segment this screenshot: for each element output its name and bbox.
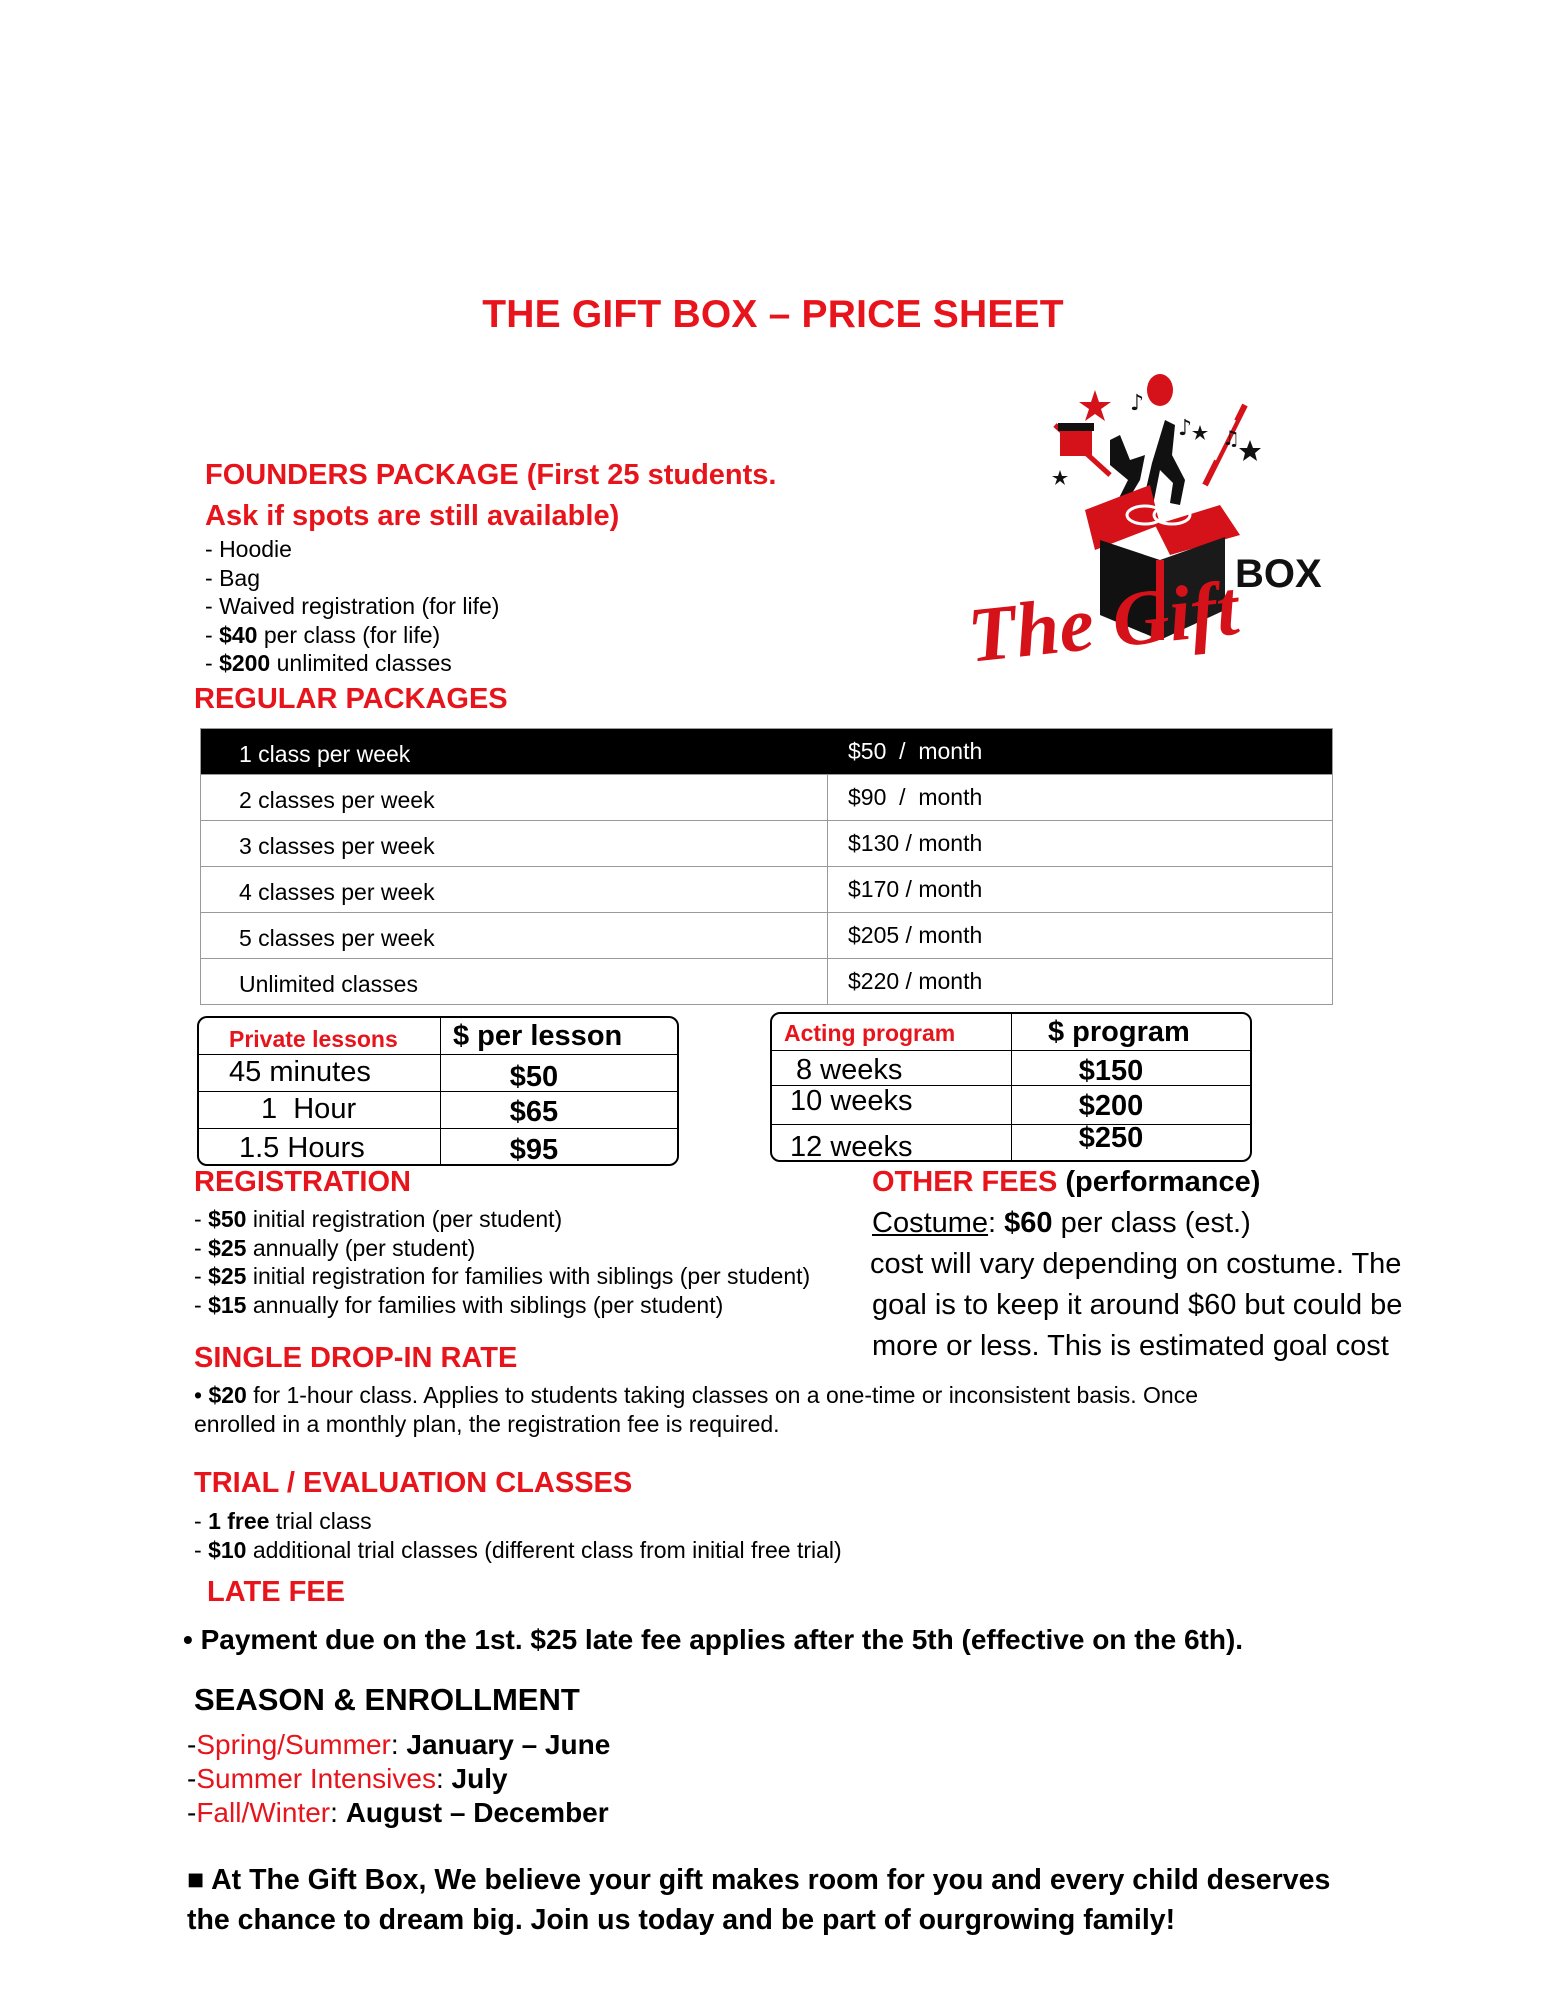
table-row xyxy=(772,1050,1250,1085)
gift-box-logo xyxy=(960,365,1350,695)
table-row xyxy=(201,958,1332,1004)
program-price: $150 xyxy=(1078,1055,1144,1087)
package-price: $220 / month xyxy=(848,968,983,994)
season-list xyxy=(187,1728,610,1830)
registration-heading: REGISTRATION xyxy=(194,1166,411,1198)
table-row xyxy=(201,729,1332,774)
costume-note: more or less. This is estimated goal cost xyxy=(872,1330,1389,1362)
table-row xyxy=(201,912,1332,958)
founders-heading-line2: Ask if spots are still available) xyxy=(205,500,620,532)
private-lessons-table xyxy=(197,1016,679,1166)
late-fee-text: • Payment due on the 1st. $25 late fee applies after the 5th (effective on the 6th). xyxy=(183,1624,1244,1655)
table-header xyxy=(199,1018,677,1054)
list-item: - $200 unlimited classes xyxy=(205,650,452,676)
regular-packages-heading: REGULAR PACKAGES xyxy=(194,683,508,715)
package-label: 1 class per week xyxy=(201,729,828,774)
package-price: $205 / month xyxy=(848,922,983,948)
square-icon: ■ xyxy=(187,1864,205,1896)
program-duration: 8 weeks xyxy=(772,1051,1012,1085)
other-fees-heading: OTHER FEES (performance) xyxy=(872,1166,1261,1198)
list-item: - $15 annually for families with siblings (per student) xyxy=(194,1291,724,1318)
list-item: - Hoodie xyxy=(205,536,292,562)
lesson-price: $65 xyxy=(509,1096,559,1128)
list-item: - Bag xyxy=(205,564,260,591)
trial-heading: TRIAL / EVALUATION CLASSES xyxy=(194,1467,633,1499)
package-label: 2 classes per week xyxy=(201,775,828,820)
season-heading: SEASON & ENROLLMENT xyxy=(194,1682,580,1717)
late-fee-heading: LATE FEE xyxy=(207,1576,346,1608)
closing-statement: ■ At The Gift Box, We believe your gift makes room for you and every child deserves the chance to dream big. Join us today and be part of ourgrowing family! xyxy=(187,1864,1331,1936)
lesson-duration: 1 Hour xyxy=(199,1092,441,1128)
package-label: Unlimited classes xyxy=(201,959,828,1004)
package-price: $50 / month xyxy=(848,738,983,764)
per-lesson-header: $ per lesson xyxy=(453,1020,623,1052)
table-header xyxy=(772,1014,1250,1050)
lesson-duration: 1.5 Hours xyxy=(199,1129,441,1166)
costume-note: cost will vary depending on costume. The xyxy=(870,1248,1402,1280)
page-title: THE GIFT BOX – PRICE SHEET xyxy=(482,293,1064,336)
acting-program-header: Acting program xyxy=(772,1014,1012,1050)
package-label: 5 classes per week xyxy=(201,913,828,958)
table-row xyxy=(199,1054,677,1091)
acting-program-table xyxy=(770,1012,1252,1162)
list-item: - $40 per class (for life) xyxy=(205,621,441,648)
registration-list xyxy=(194,1205,810,1319)
list-item: - $25 initial registration for families with siblings (per student) xyxy=(194,1263,811,1289)
private-lessons-header: Private lessons xyxy=(199,1018,441,1054)
dropin-heading: SINGLE DROP-IN RATE xyxy=(194,1342,518,1374)
program-price-header: $ program xyxy=(1048,1016,1190,1048)
list-item: - $25 annually (per student) xyxy=(194,1234,476,1261)
founders-heading-line1: FOUNDERS PACKAGE (First 25 students. xyxy=(205,459,777,491)
logo-box-word: BOX xyxy=(1235,552,1322,596)
costume-note: goal is to keep it around $60 but could be xyxy=(872,1289,1403,1321)
svg-text:♫: ♫ xyxy=(1222,426,1240,450)
lesson-price: $50 xyxy=(509,1061,559,1093)
svg-text:♪: ♪ xyxy=(1130,391,1145,416)
regular-packages-table xyxy=(200,728,1333,1005)
table-row xyxy=(199,1128,677,1166)
program-duration: 10 weeks xyxy=(772,1086,1012,1124)
list-item: - $50 initial registration (per student) xyxy=(194,1206,563,1232)
list-item: - 1 free trial class xyxy=(194,1508,372,1534)
table-row xyxy=(201,820,1332,866)
list-item: -Fall/Winter: August – December xyxy=(187,1797,609,1828)
founders-heading xyxy=(205,455,776,537)
costume-line: Costume: $60 per class (est.) xyxy=(872,1207,1251,1239)
program-duration: 12 weeks xyxy=(772,1125,1012,1162)
other-fees-section xyxy=(872,1162,1402,1367)
list-item: - $10 additional trial classes (different class from initial free trial) xyxy=(194,1536,842,1563)
lesson-duration: 45 minutes xyxy=(199,1055,441,1091)
founders-list xyxy=(205,535,499,678)
lesson-price: $95 xyxy=(509,1134,559,1166)
package-price: $170 / month xyxy=(848,876,983,902)
logo-graphic xyxy=(960,365,1350,695)
list-item: - Waived registration (for life) xyxy=(205,593,500,619)
table-row xyxy=(201,774,1332,820)
program-price: $200 xyxy=(1078,1090,1144,1122)
dropin-text: • $20 for 1-hour class. Applies to students taking classes on a one-time or inconsistent basis. Once enrolled in a monthly plan, the registration fee is required. xyxy=(194,1382,1198,1437)
package-price: $130 / month xyxy=(848,830,983,856)
package-price: $90 / month xyxy=(848,784,983,810)
logo-script-word: The Gift xyxy=(963,563,1243,679)
svg-text:♪: ♪ xyxy=(1178,416,1193,441)
list-item: -Spring/Summer: January – June xyxy=(187,1729,611,1760)
table-row xyxy=(772,1124,1250,1162)
trial-list xyxy=(194,1507,842,1564)
table-row xyxy=(199,1091,677,1128)
table-row xyxy=(772,1085,1250,1124)
program-price: $250 xyxy=(1078,1122,1144,1154)
package-label: 3 classes per week xyxy=(201,821,828,866)
list-item: -Summer Intensives: July xyxy=(187,1763,508,1794)
package-label: 4 classes per week xyxy=(201,867,828,912)
table-row xyxy=(201,866,1332,912)
